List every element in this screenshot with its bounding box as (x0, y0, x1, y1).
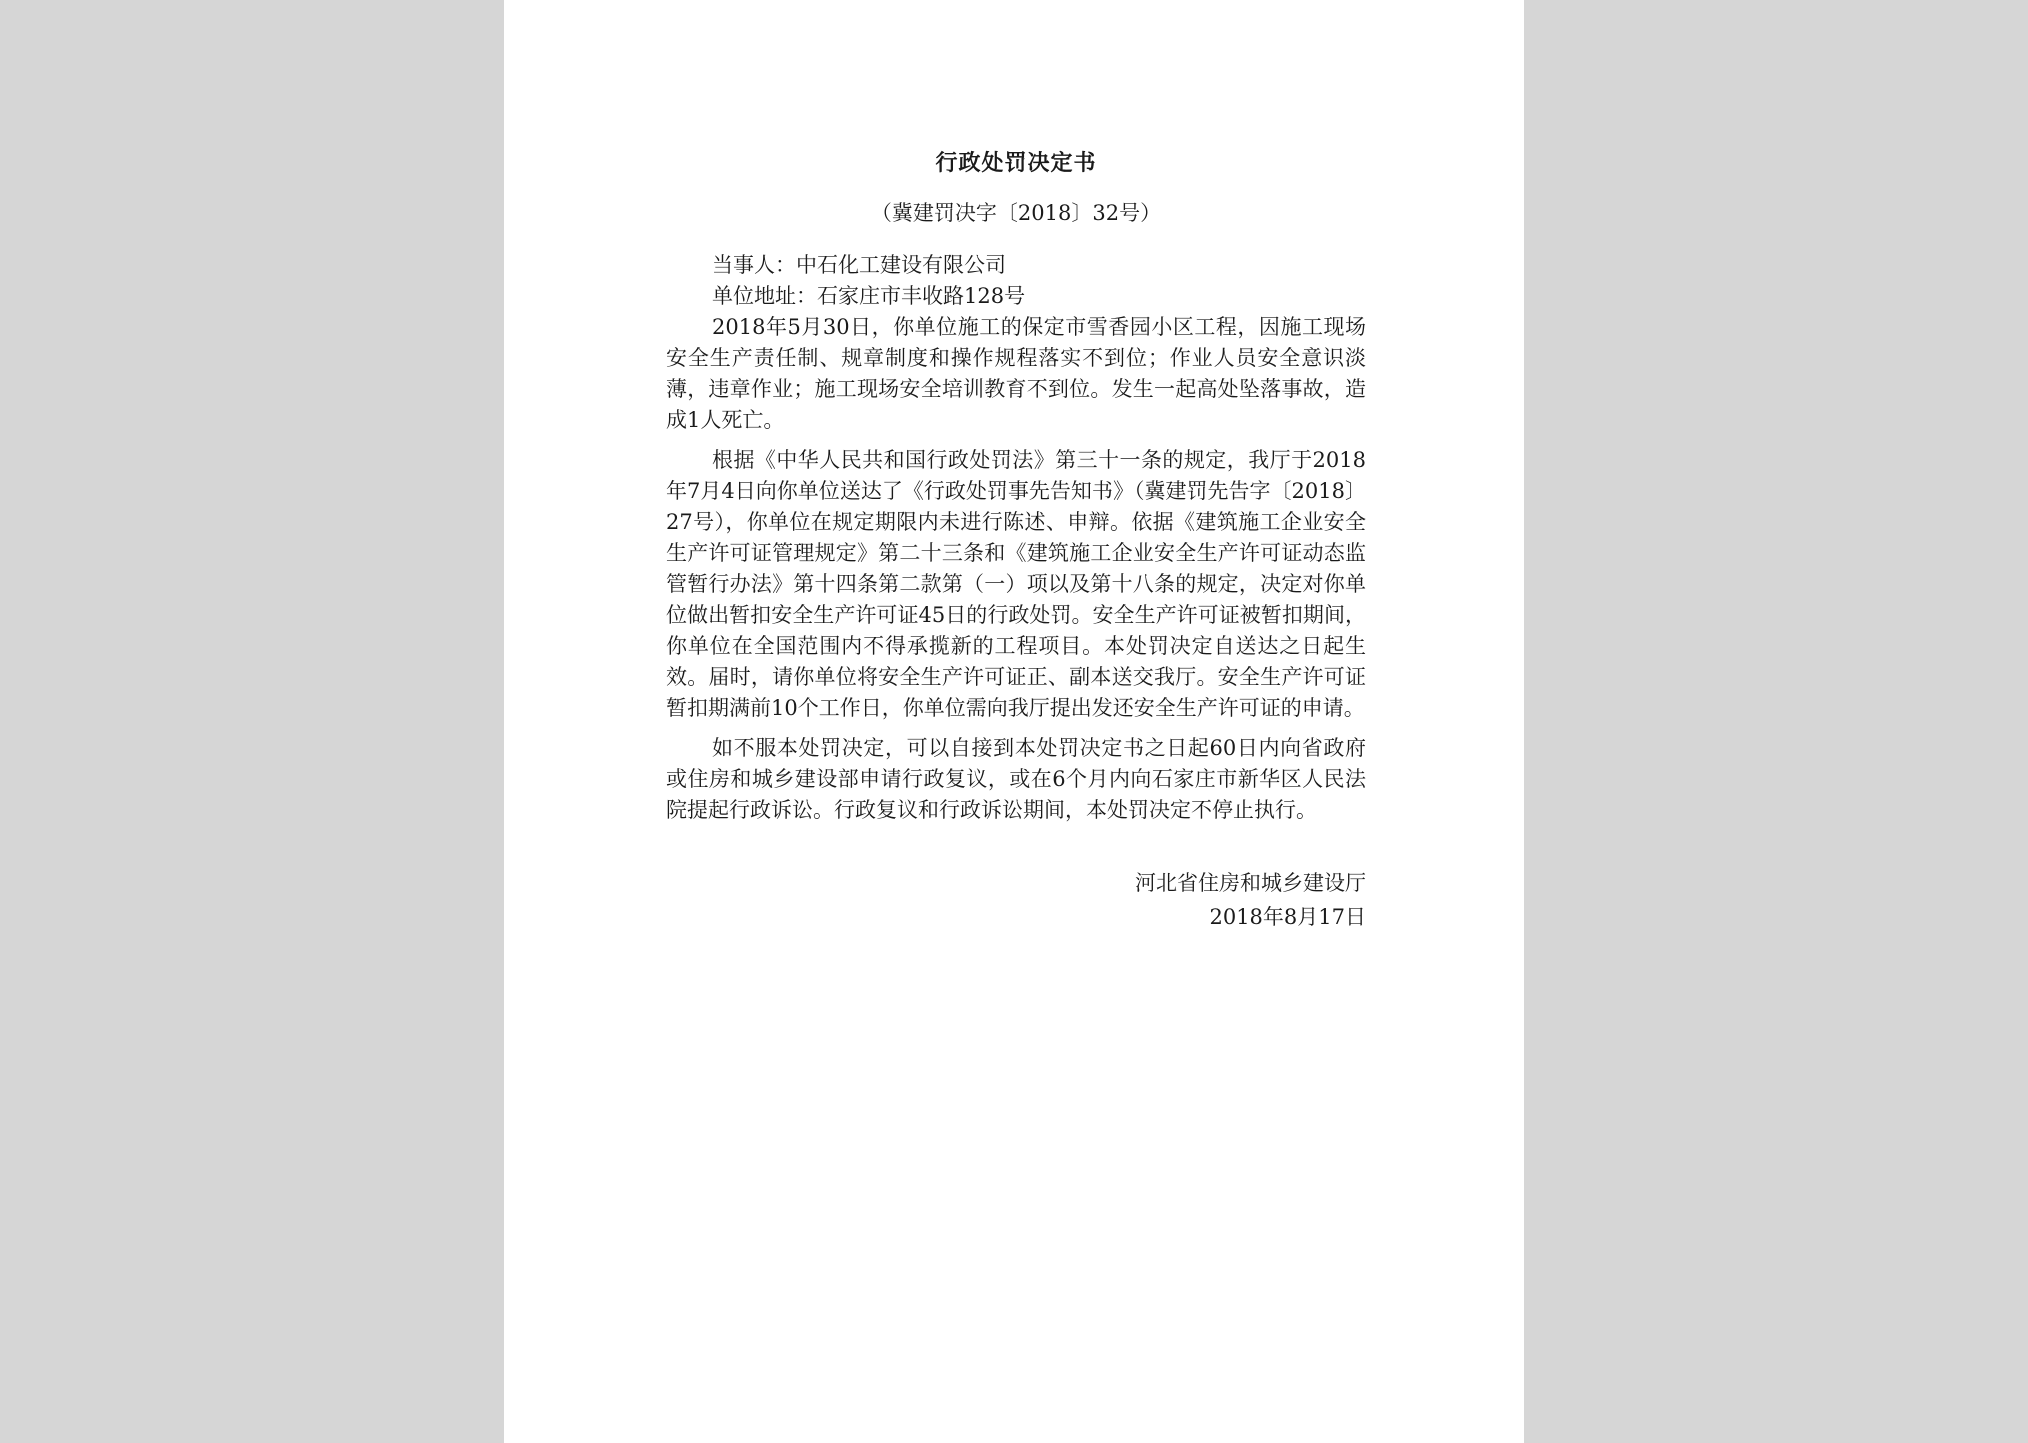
address-line: 单位地址：石家庄市丰收路128号 (712, 284, 1026, 308)
paragraph-appeal: 如不服本处罚决定，可以自接到本处罚决定书之日起60日内向省政府或住房和城乡建设部申请行政复议，或在6个月内向石家庄市新华区人民法院提起行政诉讼。行政复议和行政诉讼期间，本处罚决定不停止执行。 (666, 736, 1366, 822)
document-page (504, 0, 1524, 1443)
document-number: （冀建罚决字〔2018〕32号） (870, 201, 1162, 225)
issue-date: 2018年8月17日 (1209, 905, 1366, 929)
party-line: 当事人：中石化工建设有限公司 (712, 253, 1006, 277)
document-title: 行政处罚决定书 (935, 150, 1097, 176)
issuer-name: 河北省住房和城乡建设厅 (1135, 871, 1366, 895)
signature-block (666, 866, 1366, 934)
document-content (666, 146, 1366, 934)
paragraph-facts: 2018年5月30日，你单位施工的保定市雪香园小区工程，因施工现场安全生产责任制、规章制度和操作规程落实不到位；作业人员安全意识淡薄，违章作业；施工现场安全培训教育不到位。发生一起高处坠落事故，造成1人死亡。 (666, 315, 1366, 432)
paragraph-decision: 根据《中华人民共和国行政处罚法》第三十一条的规定，我厅于2018年7月4日向你单位送达了《行政处罚事先告知书》（冀建罚先告字〔2018〕27号），你单位在规定期限内未进行陈述、申辩。依据《建筑施工企业安全生产许可证管理规定》第二十三条和《建筑施工企业安全生产许可证动态监管暂行办法》第十四条第二款第（一）项以及第十八条的规定，决定对你单位做出暂扣安全生产许可证45日的行政处罚。安全生产许可证被暂扣期间，你单位在全国范围内不得承揽新的工程项目。本处罚决定自送达之日起生效。届时，请你单位将安全生产许可证正、副本送交我厅。安全生产许可证暂扣期满前10个工作日，你单位需向我厅提出发还安全生产许可证的申请。 (666, 448, 1366, 720)
